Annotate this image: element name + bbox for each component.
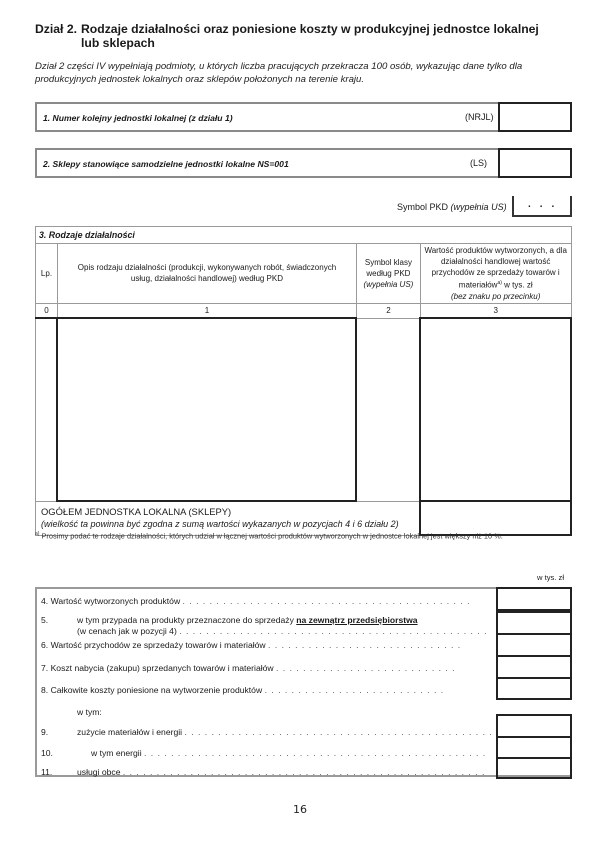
summary-input-4[interactable]	[496, 587, 572, 611]
summary-row-11	[41, 767, 496, 778]
summary-table	[35, 587, 572, 777]
leader-dots: . . . . . . . . . . . . . . . . . . . . . . . . . . .	[276, 663, 456, 673]
activities-table	[35, 226, 572, 536]
row-number: 6.	[41, 640, 49, 650]
summary-row-8	[41, 685, 496, 696]
row-number: 8.	[41, 685, 49, 695]
header-pkd-class-note: (wypełnia US)	[363, 279, 414, 289]
footnote	[35, 531, 503, 540]
header-pkd-class	[356, 244, 420, 304]
leader-dots: . . . . . . . . . . . . . . . . . . . . . . . . . . . . . . . . . . . . . . . . . . .	[182, 596, 471, 606]
summary-row-7	[41, 663, 496, 674]
summary-input-11[interactable]	[496, 757, 572, 779]
field-nrjl-label: 1. Numer kolejny jednostki lokalnej (z działu 1)	[43, 113, 233, 123]
row-label: w tym energii	[91, 748, 142, 758]
index-2: 2	[356, 303, 420, 318]
table-row	[36, 318, 572, 501]
summary-input-5[interactable]	[496, 611, 572, 635]
activities-title: 3. Rodzaje działalności	[36, 227, 572, 244]
row-label: w tym przypada na produkty przeznaczone do sprzedaży	[77, 615, 297, 625]
row-number: 7.	[41, 663, 49, 673]
pkd-input[interactable]	[512, 196, 572, 217]
leader-dots: . . . . . . . . . . . . . . . . . . . . . . . . . . . . . . . . . . . . . . . . . . . . . . . . . . .	[144, 748, 487, 758]
leader-dots: . . . . . . . . . . . . . . . . . . . . . . . . . . . . . . . . . . . . . . . . . . . . . .	[184, 727, 493, 737]
footnote-text: Prosimy podać te rodzaje działalności, których udział w łącznej wartości produktów wytworzonych w jednostce lokalnej jest większy niż 10 %.	[39, 531, 503, 541]
row-number: 9.	[41, 727, 49, 737]
row-pkd-class	[356, 318, 420, 501]
field-nrjl-code: (NRJL)	[465, 112, 494, 122]
summary-row-9	[41, 727, 496, 738]
row-label: w tym:	[77, 707, 102, 717]
header-lp: Lp.	[36, 244, 58, 304]
row-description-input[interactable]	[57, 318, 356, 501]
row-number: 10.	[41, 748, 53, 758]
summary-input-9[interactable]	[496, 714, 572, 738]
row-label: usługi obce	[77, 767, 121, 777]
section-title: Rodzaje działalności oraz poniesione koszty w produkcyjnej jednostce lokalnej lub sklepach	[81, 22, 539, 50]
index-3: 3	[420, 303, 571, 318]
leader-dots: . . . . . . . . . . . . . . . . . . . . . . . . . . . . . . . . . . . . . . . . . . . . . . . . . . . . . .	[122, 767, 486, 777]
index-0: 0	[36, 303, 58, 318]
header-value	[420, 244, 571, 304]
row-label: zużycie materiałów i energii	[77, 727, 183, 737]
field-ls-code: (LS)	[470, 158, 488, 168]
leader-dots: . . . . . . . . . . . . . . . . . . . . . . . . . . . . .	[268, 640, 462, 650]
row-value-input[interactable]	[420, 318, 571, 501]
header-value-footnote-mark: a)	[497, 280, 502, 286]
field-ls	[35, 148, 572, 178]
row-label-continued: (w cenach jak w pozycji 4)	[77, 626, 177, 636]
summary-row-6	[41, 640, 496, 651]
header-description: Opis rodzaju działalności (produkcji, wykonywanych robót, świadczonych usług, działalności handlowej) według PKD	[57, 244, 356, 304]
summary-row-10	[41, 748, 496, 759]
header-value-text: Wartość produktów wytworzonych, a dla działalności handlowej wartość przychodów ze sprzedaży towarów i materiałów	[424, 246, 567, 290]
row-label: Koszt nabycia (zakupu) sprzedanych towarów i materiałów	[50, 663, 274, 673]
pkd-label	[397, 202, 507, 212]
header-value-unit: w tys. zł	[501, 280, 533, 290]
page-number: 16	[293, 803, 307, 816]
unit-label: w tys. zł	[537, 573, 565, 582]
summary-row-5	[41, 615, 496, 636]
summary-input-6[interactable]	[496, 633, 572, 657]
total-label-text: OGÓŁEM JEDNOSTKA LOKALNA (SKLEPY)	[41, 506, 232, 518]
row-label: Całkowite koszty poniesione na wytworzenie produktów	[50, 685, 263, 695]
field-nrjl	[35, 102, 572, 132]
section-number: Dział 2.	[35, 22, 77, 36]
summary-input-7[interactable]	[496, 655, 572, 679]
header-value-note: (bez znaku po przecinku)	[450, 291, 541, 301]
leader-dots: . . . . . . . . . . . . . . . . . . . . . . . . . . . . . . . . . . . . . . . . . . . . . .	[179, 626, 488, 636]
pkd-label-note: (wypełnia US)	[450, 202, 507, 212]
row-number: 5.	[41, 615, 49, 625]
field-ls-label: 2. Sklepy stanowiące samodzielne jednostki lokalne NS=001	[43, 159, 289, 169]
summary-row-4	[41, 596, 496, 607]
row-label-emphasis: na zewnątrz przedsiębiorstwa	[296, 615, 418, 625]
row-lp[interactable]	[36, 318, 58, 501]
total-note: (wielkość ta powinna być zgodna z sumą wartości wykazanych w pozycjach 4 i 6 działu 2)	[41, 519, 399, 530]
header-pkd-class-text: Symbol klasy według PKD	[364, 257, 412, 278]
summary-input-8[interactable]	[496, 677, 572, 700]
row-number: 11.	[41, 767, 53, 777]
row-label: Wartość przychodów ze sprzedaży towarów i materiałów	[50, 640, 266, 650]
field-ls-input[interactable]	[498, 148, 572, 178]
pkd-dots: ...	[528, 199, 564, 210]
row-number: 4.	[41, 596, 49, 606]
pkd-label-text: Symbol PKD	[397, 202, 449, 212]
row-label: Wartość wytworzonych produktów	[50, 596, 181, 606]
field-nrjl-input[interactable]	[498, 102, 572, 132]
section-intro: Dział 2 części IV wypełniają podmioty, u których liczba pracujących przekracza 100 osób, wykazując dane tylko dla produkcyjnych jednostek lokalnych oraz sklepów położonych na terenie kraju.	[35, 61, 523, 85]
summary-input-10[interactable]	[496, 736, 572, 759]
leader-dots: . . . . . . . . . . . . . . . . . . . . . . . . . . .	[264, 685, 445, 695]
index-1: 1	[57, 303, 356, 318]
footnote-mark: a)	[35, 531, 40, 537]
